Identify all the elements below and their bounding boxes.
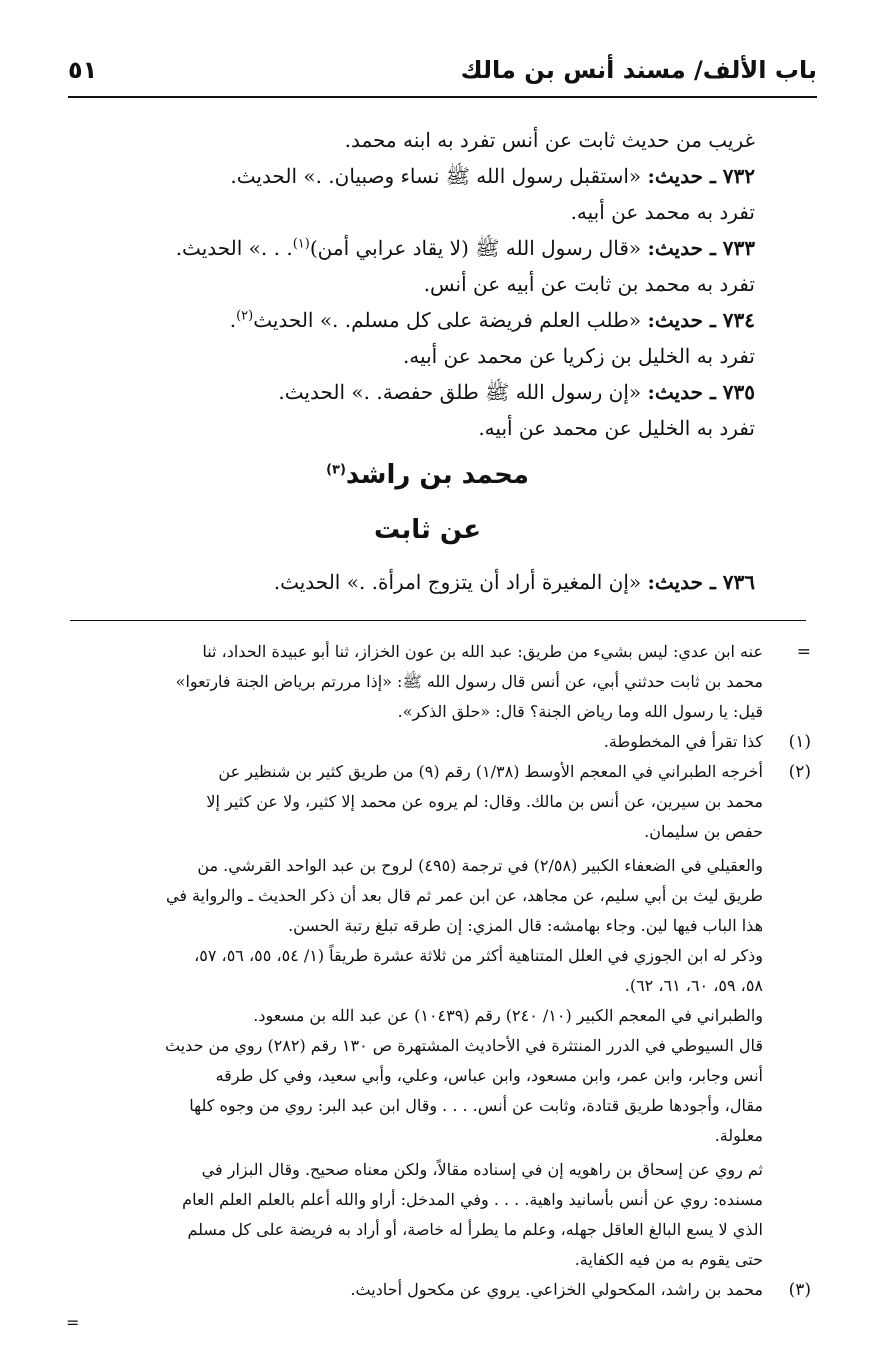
footnote bbox=[66, 1275, 811, 1305]
line-text: تفرد به الخليل بن زكريا عن محمد عن أبيه. bbox=[402, 344, 755, 368]
text-line bbox=[100, 194, 755, 230]
subsection-heading bbox=[100, 500, 755, 560]
footnote-line: ثم روي عن إسحاق بن راهويه إن في إسناده مقالاً، ولكن معناه صحيح. وقال البزار في bbox=[201, 1160, 763, 1179]
hadith-text: «قال رسول الله ﷺ (لا يقاد عرابي أمن) bbox=[309, 236, 648, 260]
text-line bbox=[100, 266, 755, 302]
text-line bbox=[100, 338, 755, 374]
footnote bbox=[66, 757, 811, 1275]
hadith-text: «طلب العلم فريضة على كل مسلم. .» الحديث bbox=[253, 308, 648, 332]
hadith-number: ٧٣٥ ـ حديث: bbox=[647, 380, 755, 404]
footnote-line: معلولة. bbox=[714, 1126, 763, 1145]
hadith-line bbox=[100, 158, 755, 194]
footnote bbox=[66, 637, 811, 727]
footnote-line: والطبراني في المعجم الكبير (١٠/ ٢٤٠) رقم (١٠٤٣٩) عن عبد الله بن مسعود. bbox=[253, 1006, 763, 1025]
hadith-line bbox=[100, 374, 755, 410]
footnote-mark: (٣) bbox=[788, 1280, 811, 1300]
continuation-mark: = bbox=[66, 1313, 80, 1332]
hadith-number: ٧٣٣ ـ حديث: bbox=[647, 236, 755, 260]
footnote-line: محمد بن ثابت حدثني أبي، عن أنس قال رسول الله ﷺ: «إذا مررتم برياض الجنة فارتعوا» bbox=[175, 672, 763, 691]
footnote-line: حفص بن سليمان. bbox=[644, 822, 763, 841]
footnote-line: عنه ابن عدي: ليس بشيء من طريق: عبد الله بن عون الخزاز، ثنا أبو عبيدة الحداد، ثنا bbox=[202, 642, 763, 661]
footnote-line: محمد بن راشد، المكحولي الخزاعي. يروي عن مكحول أحاديث. bbox=[350, 1280, 763, 1299]
footnote-line: أخرجه الطبراني في المعجم الأوسط (١/٣٨) رقم (٩) من طريق كثير بن شنظير عن bbox=[218, 762, 763, 781]
footnote-line: مسنده: روي عن أنس بأسانيد واهية. . . . وفي المدخل: أراو والله أعلم بالعلم العلم العام bbox=[182, 1190, 763, 1209]
footnote-line: طريق ليث بن أبي سليم، عن مجاهد، عن ابن عمر ثم قال بعد أن ذكر الحديث ـ والرواية في bbox=[165, 886, 763, 905]
line-text: تفرد به محمد بن ثابت عن أبيه عن أنس. bbox=[423, 272, 755, 296]
hadith-line bbox=[100, 230, 755, 266]
main-text bbox=[100, 122, 755, 600]
footnote-mark: = bbox=[796, 642, 811, 662]
footnote-line: قال السيوطي في الدرر المنتثرة في الأحاديث المشتهرة ص ١٣٠ رقم (٢٨٢) روي من حديث bbox=[165, 1036, 763, 1055]
footnote-line: الذي لا يسع البالغ العاقل جهله، وعلم ما يطرأ له خاصة، أو أراد به فريضة على كل مسلم bbox=[187, 1220, 763, 1239]
footnote-ref: (١) bbox=[292, 236, 310, 252]
footnote-line: كذا تقرأ في المخطوطة. bbox=[603, 732, 763, 751]
footnote-line: مقال، وأجودها طريق قتادة، وثابت عن أنس. . . . وقال ابن عبد البر: روي من وجوه كلها bbox=[189, 1096, 763, 1115]
hadith-text: «استقبل رسول الله ﷺ نساء وصبيان. .» الحديث. bbox=[230, 164, 648, 188]
footnote-line: حتى يقوم به من فيه الكفاية. bbox=[574, 1250, 763, 1269]
hadith-text: «إن رسول الله ﷺ طلق حفصة. .» الحديث. bbox=[278, 380, 648, 404]
footnote-line: محمد بن سيرين، عن أنس بن مالك. وقال: لم يروه عن محمد إلا كثير، ولا عن كثير إلا bbox=[206, 792, 763, 811]
footnote-ref: (٢) bbox=[236, 308, 254, 324]
heading-text: عن ثابت bbox=[373, 515, 482, 545]
footnote-mark: (١) bbox=[788, 732, 811, 752]
text-line bbox=[100, 410, 755, 446]
hadith-line bbox=[100, 564, 755, 600]
footnote-body bbox=[66, 1275, 763, 1305]
hadith-text-end: . . .» الحديث. bbox=[175, 236, 293, 260]
hadith-number: ٧٣٦ ـ حديث: bbox=[647, 570, 755, 594]
footnote-body bbox=[66, 637, 763, 727]
footnote bbox=[66, 727, 811, 757]
running-title: باب الألف/ مسند أنس بن مالك bbox=[453, 56, 817, 84]
text-line bbox=[100, 122, 755, 158]
footnote-line: ٥٨، ٥٩، ٦٠، ٦١، ٦٢). bbox=[624, 976, 763, 995]
line-text: تفرد به الخليل عن محمد عن أبيه. bbox=[478, 416, 755, 440]
page-number: ٥١ bbox=[68, 56, 105, 84]
hadith-number: ٧٣٢ ـ حديث: bbox=[647, 164, 755, 188]
footnote-body bbox=[66, 757, 763, 1275]
hadith-text: «إن المغيرة أراد أن يتزوج امرأة. .» الحديث. bbox=[273, 570, 648, 594]
footnote-line: والعقيلي في الضعفاء الكبير (٢/٥٨) في ترجمة (٤٩٥) لروح بن عبد الواحد القرشي. من bbox=[197, 856, 763, 875]
hadith-line bbox=[100, 302, 755, 338]
footnote-line: قيل: يا رسول الله وما رياض الجنة؟ قال: «حلق الذكر». bbox=[397, 702, 763, 721]
hadith-number: ٧٣٤ ـ حديث: bbox=[647, 308, 755, 332]
footnote-line: هذا الباب فيها لين. وجاء بهامشه: قال المزي: إن طرقه تبلغ رتبة الحسن. bbox=[288, 916, 763, 935]
footnote-mark: (٢) bbox=[788, 762, 811, 782]
line-text: غريب من حديث ثابت عن أنس تفرد به ابنه محمد. bbox=[344, 128, 755, 152]
footnote-line: أنس وجابر، وابن عمر، وابن مسعود، وابن عباس، وعلي، وأبي سعيد، وفي كل طرقه bbox=[215, 1066, 763, 1085]
section-heading bbox=[100, 452, 755, 498]
line-text: تفرد به محمد عن أبيه. bbox=[570, 200, 755, 224]
footnote-ref: (٣) bbox=[326, 462, 346, 478]
heading-text: محمد بن راشد bbox=[345, 460, 529, 490]
footnote-body bbox=[66, 727, 763, 757]
footnotes bbox=[66, 637, 811, 1305]
hadith-text-end: . bbox=[229, 308, 237, 332]
footnote-line: وذكر له ابن الجوزي في العلل المتناهية أكثر من ثلاثة عشرة طريقاً (١/ ٥٤، ٥٥، ٥٦، ٥٧، bbox=[194, 946, 763, 965]
footnote-separator bbox=[70, 620, 806, 621]
page-header bbox=[68, 52, 817, 98]
